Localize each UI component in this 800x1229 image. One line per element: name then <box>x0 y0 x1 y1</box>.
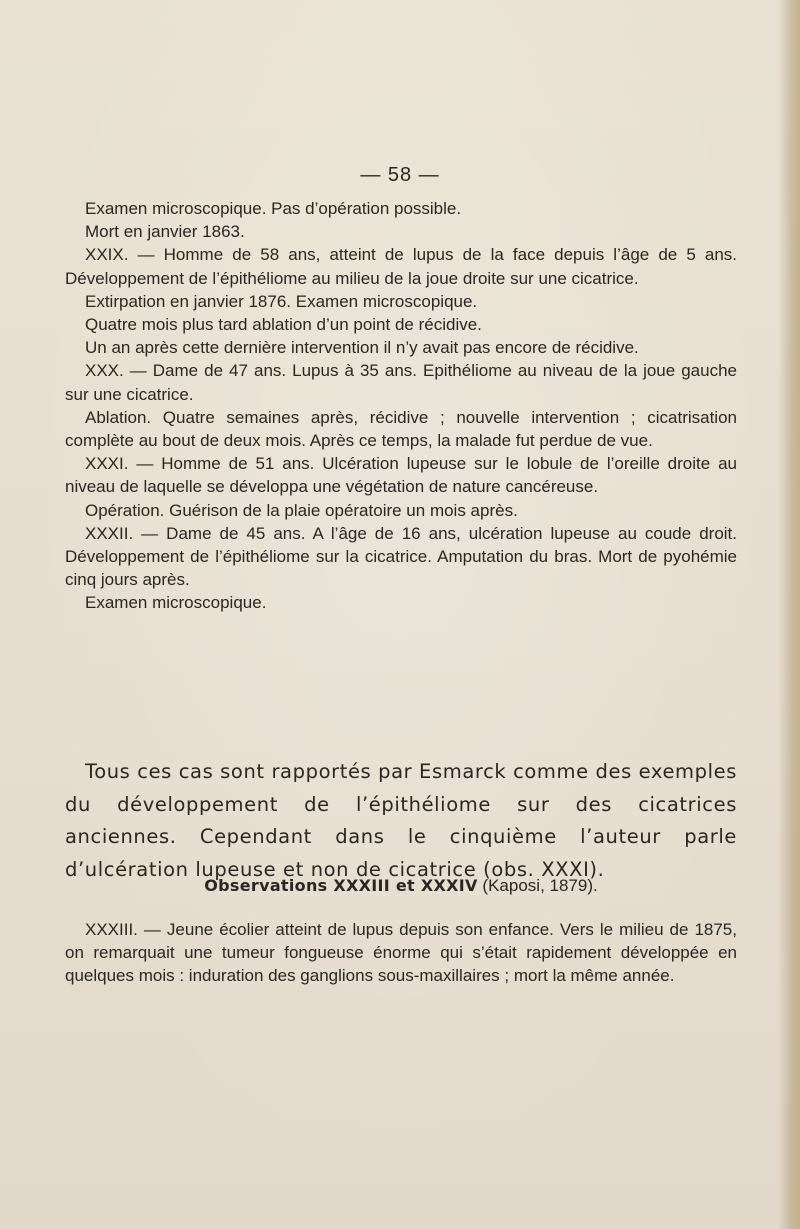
section-heading-bold: Observations XXXIII et XXXIV <box>204 876 478 895</box>
observation-xxx: XXX. — Dame de 47 ans. Lupus à 35 ans. Epithéliome au niveau de la joue gauche sur une cicatrice. <box>65 361 737 404</box>
observations-block-1 <box>65 197 737 615</box>
section-heading <box>65 876 737 896</box>
paragraph: Un an après cette dernière intervention il n’y avait pas encore de récidive. <box>85 338 639 358</box>
paragraph: Opération. Guérison de la plaie opératoire un mois après. <box>85 500 518 520</box>
paragraph: Examen microscopique. Pas d’opération possible. <box>85 199 462 218</box>
paragraph: Mort en janvier 1863. <box>85 222 245 242</box>
paragraph: Extirpation en janvier 1876. Examen microscopique. <box>85 291 478 311</box>
observation-xxxiii: XXXIII. — Jeune écolier atteint de lupus depuis son enfance. Vers le milieu de 1875, on remarquait une tumeur fongueuse énorme qui s’était rapidement développée en quelques mois : induration des ganglions sous-maxillaires ; mort la même année. <box>65 920 737 986</box>
observation-xxxii: XXXII. — Dame de 45 ans. A l’âge de 16 ans, ulcération lupeuse au coude droit. Développement de l’épithéliome sur la cicatrice. Amputation du bras. Mort de pyohémie cinq jours après. <box>65 523 737 590</box>
paragraph: Quatre mois plus tard ablation d’un point de récidive. <box>85 315 482 335</box>
paragraph: Examen microscopique. <box>85 593 267 613</box>
section-heading-rest: (Kaposi, 1879). <box>477 876 598 895</box>
observation-xxxi: XXXI. — Homme de 51 ans. Ulcération lupeuse sur le lobule de l’oreille droite au niveau de laquelle se développa une végétation de nature cancéreuse. <box>65 454 737 497</box>
observation-xxix: XXIX. — Homme de 58 ans, atteint de lupus de la face depuis l’âge de 5 ans. Développement de l’épithéliome au milieu de la joue droite sur une cicatrice. <box>65 245 737 288</box>
paragraph: Ablation. Quatre semaines après, récidive ; nouvelle intervention ; cicatrisation complète au bout de deux mois. Après ce temps, la malade fut perdue de vue. <box>65 407 737 451</box>
page-number: — 58 — <box>360 164 440 186</box>
observations-block-2 <box>65 918 737 988</box>
summary-paragraph: Tous ces cas sont rapportés par Esmarck comme des exemples du développement de l’épithéliome sur des cicatrices anciennes. Cependant dans le cinquième l’auteur parle d’ulcération lupeuse et non de cicatrice (obs. XXXI). <box>65 760 737 881</box>
